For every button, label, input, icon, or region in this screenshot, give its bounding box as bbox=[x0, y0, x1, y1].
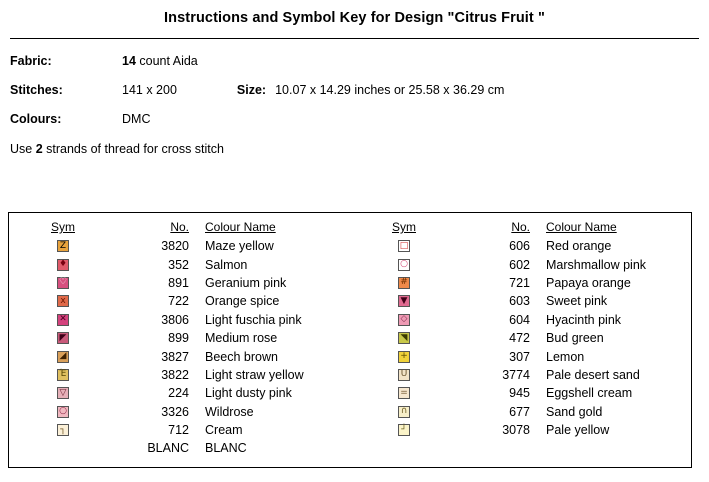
symbol-key-row bbox=[350, 366, 691, 384]
thread-number: 604 bbox=[509, 312, 530, 327]
colour-swatch-icon: = bbox=[398, 387, 410, 399]
symbol-key-row bbox=[9, 384, 350, 402]
colour-name: Pale yellow bbox=[546, 423, 610, 438]
symbol-cell bbox=[9, 295, 117, 307]
symbol-key-row bbox=[9, 237, 350, 255]
colour-name: Bud green bbox=[546, 331, 604, 346]
symbol-key-row bbox=[9, 292, 350, 310]
fabric-value bbox=[122, 54, 198, 68]
header-no bbox=[117, 220, 189, 234]
symbol-key-row bbox=[350, 421, 691, 439]
thread-number: 721 bbox=[509, 275, 530, 290]
symbol-key-row bbox=[350, 329, 691, 347]
symbol-cell bbox=[350, 332, 458, 344]
symbol-cell bbox=[350, 387, 458, 399]
header-no-label: No. bbox=[511, 220, 530, 234]
thread-number: 945 bbox=[509, 386, 530, 401]
thread-number: 899 bbox=[168, 331, 189, 346]
colour-name: Cream bbox=[205, 423, 243, 438]
symbol-key-columns bbox=[9, 213, 691, 458]
stitches-label: Stitches: bbox=[10, 83, 63, 97]
right-rows bbox=[350, 237, 691, 439]
thread-number: 3820 bbox=[161, 239, 189, 254]
colour-swatch-icon: # bbox=[398, 277, 410, 289]
colour-swatch-icon: □ bbox=[399, 240, 409, 251]
header-name bbox=[189, 220, 276, 234]
fabric-row bbox=[10, 54, 709, 68]
thread-number: 603 bbox=[509, 294, 530, 309]
symbol-cell bbox=[350, 351, 458, 363]
symbol-key-row bbox=[9, 366, 350, 384]
header-sym bbox=[350, 220, 458, 234]
header-sym-label: Sym bbox=[51, 220, 75, 234]
colour-swatch-icon: ○ bbox=[398, 259, 410, 271]
strands-pre: Use bbox=[10, 142, 36, 156]
colours-row bbox=[10, 112, 709, 126]
thread-number: 3806 bbox=[161, 312, 189, 327]
colour-swatch-icon: ◥ bbox=[398, 332, 410, 344]
colour-name: Salmon bbox=[205, 257, 248, 272]
symbol-cell bbox=[9, 387, 117, 399]
colour-swatch-icon: ✕ bbox=[57, 314, 69, 326]
header-name-label: Colour Name bbox=[546, 220, 617, 234]
symbol-key-row bbox=[9, 329, 350, 347]
symbol-cell bbox=[9, 259, 117, 271]
symbol-key-row bbox=[350, 274, 691, 292]
fabric-count: 14 bbox=[122, 54, 136, 68]
colour-swatch-icon: х bbox=[57, 295, 69, 307]
thread-number: 3822 bbox=[161, 367, 189, 382]
colours-value: DMC bbox=[122, 112, 151, 126]
colour-swatch-icon: ◢ bbox=[57, 351, 69, 363]
colour-swatch-icon: ○ bbox=[57, 406, 69, 418]
header-name bbox=[530, 220, 617, 234]
colour-name: Light dusty pink bbox=[205, 386, 292, 401]
colour-name: Papaya orange bbox=[546, 275, 631, 290]
colour-name: Marshmallow pink bbox=[546, 257, 647, 272]
symbol-key-row bbox=[350, 384, 691, 402]
thread-number: BLANC bbox=[147, 441, 189, 456]
colour-name: Hyacinth pink bbox=[546, 312, 622, 327]
document-page bbox=[0, 10, 709, 482]
thread-number: 352 bbox=[168, 257, 189, 272]
header-no bbox=[458, 220, 530, 234]
info-section bbox=[10, 54, 709, 126]
right-column-header bbox=[350, 220, 691, 237]
thread-number: 602 bbox=[509, 257, 530, 272]
symbol-key-right-column bbox=[350, 220, 691, 458]
symbol-key-row bbox=[9, 347, 350, 365]
colour-swatch-icon: ┘ bbox=[398, 424, 410, 436]
thread-number: 472 bbox=[509, 331, 530, 346]
colour-swatch-icon: ▼ bbox=[398, 295, 410, 307]
thread-number: 3774 bbox=[502, 367, 530, 382]
colour-swatch-icon: ▽ bbox=[57, 387, 69, 399]
symbol-key-left-column bbox=[9, 220, 350, 458]
colour-swatch-icon: ∩ bbox=[398, 406, 410, 418]
colour-swatch-icon: ♦ bbox=[58, 259, 68, 270]
thread-number: 3326 bbox=[161, 404, 189, 419]
symbol-cell bbox=[350, 406, 458, 418]
colour-name: Geranium pink bbox=[205, 275, 287, 290]
symbol-key-row bbox=[350, 255, 691, 273]
left-column-header bbox=[9, 220, 350, 237]
thread-number: 224 bbox=[168, 386, 189, 401]
symbol-key-box bbox=[8, 212, 692, 468]
left-rows bbox=[9, 237, 350, 458]
thread-number: 606 bbox=[509, 239, 530, 254]
colour-swatch-icon: ┐ bbox=[57, 424, 69, 436]
colour-name: BLANC bbox=[205, 441, 247, 456]
header-sym-label: Sym bbox=[392, 220, 416, 234]
symbol-key-row bbox=[9, 274, 350, 292]
colour-name: Sweet pink bbox=[546, 294, 608, 309]
empty-swatch bbox=[56, 441, 70, 455]
symbol-key-row bbox=[9, 439, 350, 457]
colour-name: Eggshell cream bbox=[546, 386, 633, 401]
colour-name: Pale desert sand bbox=[546, 367, 640, 382]
thread-number: 891 bbox=[168, 275, 189, 290]
header-name-label: Colour Name bbox=[205, 220, 276, 234]
symbol-cell bbox=[9, 424, 117, 436]
colour-swatch-icon: Έ bbox=[57, 369, 69, 381]
symbol-cell bbox=[9, 332, 117, 344]
strands-count: 2 bbox=[35, 142, 43, 156]
symbol-key-row bbox=[350, 292, 691, 310]
size-label: Size: bbox=[236, 83, 267, 97]
title-divider bbox=[10, 38, 699, 39]
symbol-cell bbox=[350, 314, 458, 326]
symbol-key-row bbox=[350, 311, 691, 329]
symbol-cell bbox=[9, 314, 117, 326]
symbol-cell bbox=[350, 240, 458, 252]
fabric-label: Fabric: bbox=[10, 54, 52, 68]
fabric-unit: count Aida bbox=[135, 54, 198, 68]
thread-number: 722 bbox=[168, 294, 189, 309]
colour-name: Beech brown bbox=[205, 349, 278, 364]
symbol-key-row bbox=[9, 311, 350, 329]
thread-number: 3827 bbox=[161, 349, 189, 364]
colour-name: Maze yellow bbox=[205, 239, 274, 254]
header-no-label: No. bbox=[170, 220, 189, 234]
symbol-key-row bbox=[9, 421, 350, 439]
colour-name: Light straw yellow bbox=[205, 367, 304, 382]
symbol-key-row bbox=[9, 255, 350, 273]
symbol-cell bbox=[350, 259, 458, 271]
colour-name: Sand gold bbox=[546, 404, 603, 419]
symbol-key-row bbox=[350, 347, 691, 365]
thread-number: 307 bbox=[509, 349, 530, 364]
colour-name: Lemon bbox=[546, 349, 585, 364]
symbol-cell bbox=[350, 424, 458, 436]
symbol-key-row bbox=[9, 403, 350, 421]
stitches-row bbox=[10, 83, 709, 97]
thread-number: 712 bbox=[168, 423, 189, 438]
size-value: 10.07 x 14.29 inches or 25.58 x 36.29 cm bbox=[275, 83, 505, 97]
symbol-cell bbox=[9, 369, 117, 381]
colour-name: Medium rose bbox=[205, 331, 278, 346]
colour-swatch-icon: ◤ bbox=[57, 332, 69, 344]
symbol-key-row bbox=[350, 403, 691, 421]
symbol-cell bbox=[9, 351, 117, 363]
colour-name: Orange spice bbox=[205, 294, 280, 309]
colour-name: Light fuschia pink bbox=[205, 312, 302, 327]
symbol-cell bbox=[9, 277, 117, 289]
symbol-cell bbox=[9, 441, 117, 455]
header-sym bbox=[9, 220, 117, 234]
symbol-cell bbox=[350, 369, 458, 381]
colour-swatch-icon: U bbox=[398, 369, 410, 381]
colour-swatch-icon: ♡ bbox=[58, 277, 68, 288]
thread-number: 677 bbox=[509, 404, 530, 419]
colour-swatch-icon: ◇ bbox=[398, 314, 410, 326]
symbol-cell bbox=[9, 406, 117, 418]
thread-number: 3078 bbox=[502, 423, 530, 438]
colours-label: Colours: bbox=[10, 112, 62, 126]
page-title: Instructions and Symbol Key for Design "Citrus Fruit " bbox=[164, 10, 545, 26]
symbol-cell bbox=[9, 240, 117, 252]
colour-swatch-icon: + bbox=[398, 351, 410, 363]
symbol-cell bbox=[350, 295, 458, 307]
colour-swatch-icon: Z bbox=[57, 240, 69, 252]
strands-note bbox=[10, 142, 709, 156]
colour-name: Wildrose bbox=[205, 404, 254, 419]
symbol-cell bbox=[350, 277, 458, 289]
strands-post: strands of thread for cross stitch bbox=[42, 142, 224, 156]
stitches-value: 141 x 200 bbox=[122, 83, 177, 97]
symbol-key-row bbox=[350, 237, 691, 255]
colour-name: Red orange bbox=[546, 239, 612, 254]
